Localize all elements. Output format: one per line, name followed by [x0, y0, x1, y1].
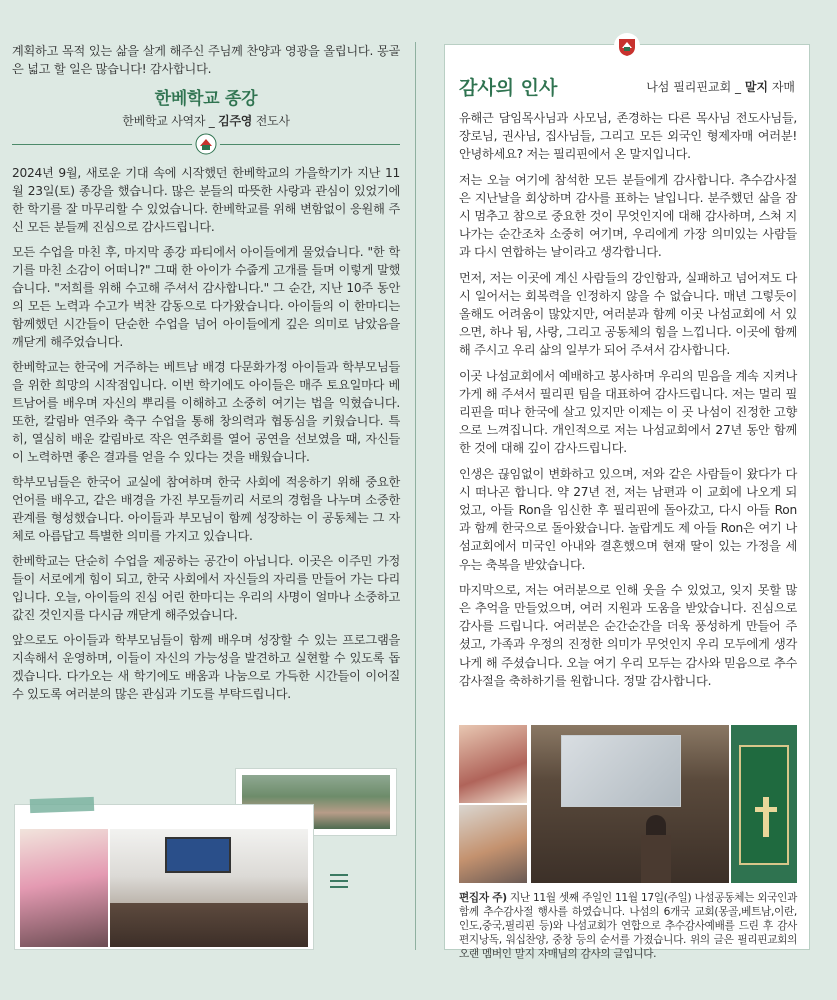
card-byline-prefix: 나섬 필리핀교회 _	[646, 80, 745, 94]
family-photo-2	[459, 805, 527, 883]
editor-note	[459, 891, 797, 961]
right-paragraph-1: 유해근 담임목사님과 사모님, 존경하는 다른 목사님 전도사님들, 장로님, 권사님, 집사님들, 그리고 모든 외국인 형제자매 여러분! 안녕하세요? 저는 필리핀에서 온 말지입니다.	[459, 111, 797, 162]
left-paragraph-4: 학부모님들은 한국어 교실에 참여하며 한국 사회에 적응하기 위해 중요한 언어를 배우고, 같은 배경을 가진 부모들끼리 서로의 경험을 나누며 소중한 관계를 형성했습니다. 아이들과 부모님이 함께 성장하는 이 공동체는 그 자체로 아름답고 특별한 의미를 가지고 있습니다.	[12, 475, 400, 543]
section-divider	[12, 130, 400, 158]
menu-lines-icon	[330, 874, 348, 888]
editor-note-text: 지난 11월 셋째 주일인 11월 17일(주일) 나섬공동체는 외국인과 함께 추수감사절 행사를 하였습니다. 나섬의 6개국 교회(몽골,베트남,이란,인도,중국,필리핀 등)와 나섬교회가 연합으로 추수감사예배를 드린 후 감사편지낭독, 워십찬양, 중창 등의 순서를 가졌습니다. 위의 글은 필리핀교회의 오랜 멤버인 말지 자매님의 감사의 글입니다.	[459, 892, 797, 960]
right-paragraph-4: 이곳 나섬교회에서 예배하고 봉사하며 우리의 믿음을 계속 지켜나가게 해 주셔서 필리핀 팀을 대표하여 감사드립니다. 저는 멀리 필리핀을 떠나 한국에 살고 있지만 이제는 이 곳 나섬이 진정한 고향으로 느껴집니다. 개인적으로 저는 나섬교회에서 27년 동안 함께 한 것에 대해 깊이 감사드립니다.	[459, 368, 797, 456]
left-paragraph-1: 2024년 9월, 새로운 기대 속에 시작했던 한베학교의 가을학기가 지난 11월 23일(토) 종강을 했습니다. 많은 분들의 따뜻한 사랑과 관심이 있었기에 한 학기를 잘 마무리할 수 있었습니다. 한베학교를 위해 변함없이 응원해 주신 모든 분들께 진심으로 감사드립니다.	[12, 166, 400, 234]
banner-photo	[731, 725, 797, 883]
speaker-photo	[531, 725, 729, 883]
card-title: 감사의 인사	[459, 77, 558, 99]
section-title: 한베학교 종강	[154, 89, 258, 109]
right-paragraph-5: 인생은 끊임없이 변화하고 있으며, 저와 같은 사람들이 왔다가 다시 떠나곤 합니다. 약 27년 전, 저는 남편과 이 교회에 나오게 되었고, 아들 Ron을 임신한 후 필리핀에 돌아갔고, 다시 아들 Ron과 함께 한국으로 돌아왔습니다. 놀랍게도 제 아들 Ron은 여기 나섬교회에서 미국인 아내와 결혼했으며 현재 딸이 있는 가정을 세우는 축복을 받았습니다.	[459, 466, 797, 572]
photo-tape	[30, 797, 94, 813]
editor-note-label: 편집자 주)	[459, 892, 507, 904]
card-byline-suffix: 자매	[768, 80, 795, 94]
thanks-card	[444, 44, 810, 960]
church-emblem-icon	[614, 33, 640, 59]
left-paragraph-3: 한베학교는 한국에 거주하는 베트남 배경 다문화가정 아이들과 학부모님들을 위한 희망의 시작점입니다. 이번 학기에도 아이들은 매주 토요일마다 베트남어를 배우며 자신의 뿌리를 이해하고 소중히 여기는 법을 익혔습니다. 또한, 칼림바 연주와 축구 수업을 통해 창의력과 협동심을 키웠습니다. 특히, 열심히 배운 칼림바로 작은 연주회를 열어 공연을 선보였을 때, 자신들이 노력하면 좋은 결과를 얻을 수 있다는 것을 배웠습니다.	[12, 360, 400, 464]
left-paragraph-6: 앞으로도 아이들과 학부모님들이 함께 배우며 성장할 수 있는 프로그램을 지속해서 운영하며, 이들이 자신의 가능성을 발견하고 실현할 수 있도록 돕겠습니다. 다가오는 새 학기에도 배움과 나눔으로 가득한 시간들이 이어질 수 있도록 여러분의 많은 관심과 기도를 부탁드립니다.	[12, 633, 400, 701]
classroom-photo	[110, 829, 308, 947]
classroom-photo-frame	[14, 804, 314, 950]
card-body	[459, 109, 797, 697]
card-author-name: 말지	[744, 80, 768, 94]
church-emblem-icon	[192, 130, 220, 158]
right-paragraph-3: 먼저, 저는 이곳에 계신 사람들의 강인함과, 실패하고 넘어져도 다시 일어서는 회복력을 인정하지 않을 수 없습니다. 매년 그렇듯이 올해도 어려움이 많았지만, 여러분과 함께 이곳 나섬교회에 서 있으면, 하나 됨, 사랑, 그리고 공동체의 힘을 느낍니다. 이곳에 함께해 주시고 우리 삶의 일부가 되어 주셔서 감사합니다.	[459, 270, 797, 358]
family-photo-1	[459, 725, 527, 803]
section-byline	[12, 112, 400, 130]
intro-paragraph: 계획하고 목적 있는 삶을 살게 해주신 주님께 찬양과 영광을 올립니다. 몽골은 넓고 할 일은 많습니다! 감사합니다.	[12, 44, 400, 76]
right-paragraph-6: 마지막으로, 저는 여러분으로 인해 웃을 수 있었고, 잊지 못할 많은 추억을 만들었으며, 여러 지원과 도움을 받았습니다. 진심으로 감사를 드립니다. 여러분은 순간순간을 더욱 풍성하게 만들어 주셨고, 가족과 우정의 진정한 의미가 무엇인지 우리 모두에게 생각나게 해 주셨습니다. 오늘 여기 우리 모두는 감사와 믿음으로 추수감사절을 축하하기를 원합니다. 정말 감사합니다.	[459, 582, 797, 688]
left-paragraph-5: 한베학교는 단순히 수업을 제공하는 공간이 아닙니다. 이곳은 이주민 가정들이 서로에게 힘이 되고, 한국 사회에서 자신들의 자리를 만들어 가는 다리입니다. 오늘, 아이들의 진심 어린 한마디는 우리의 사명이 얼마나 소중하고 값진 것인지를 다시금 깨닫게 해주었습니다.	[12, 554, 400, 622]
left-column	[12, 42, 400, 710]
card-byline	[646, 78, 795, 95]
column-divider	[415, 42, 416, 950]
byline-suffix: 전도사	[252, 114, 290, 128]
byline-prefix: 한베학교 사역자 _	[122, 114, 219, 128]
right-paragraph-2: 저는 오늘 여기에 참석한 모든 분들에게 감사합니다. 추수감사절은 지난날을 회상하며 감사를 표하는 날입니다. 분주했던 삶을 잠시 멈추고 참으로 중요한 것이 무엇인지에 대해 감사하며, 스쳐 지나가는 순간조차 소중히 여기며, 우리에게 가장 의미있는 사람들과 다시 연합하는 날이라고 생각합니다.	[459, 172, 797, 260]
author-name: 김주영	[218, 114, 253, 128]
student-photo	[20, 829, 108, 947]
service-photos	[459, 725, 797, 883]
card-header	[459, 73, 795, 99]
left-paragraph-2: 모든 수업을 마친 후, 마지막 종강 파티에서 아이들에게 물었습니다. "한 학기를 마친 소감이 어떠니?" 그때 한 아이가 수줍게 고개를 들며 이렇게 말했습니다. "저희를 위해 수고해 주셔서 감사합니다." 그 순간, 지난 10주 동안의 모든 노력과 수고가 벅찬 감동으로 다가왔습니다. 아이들의 이 한마디는 함께했던 시간들이 단순한 수업을 넘어 아이들에게 깊은 의미로 남았음을 깨닫게 해주었습니다.	[12, 245, 400, 349]
